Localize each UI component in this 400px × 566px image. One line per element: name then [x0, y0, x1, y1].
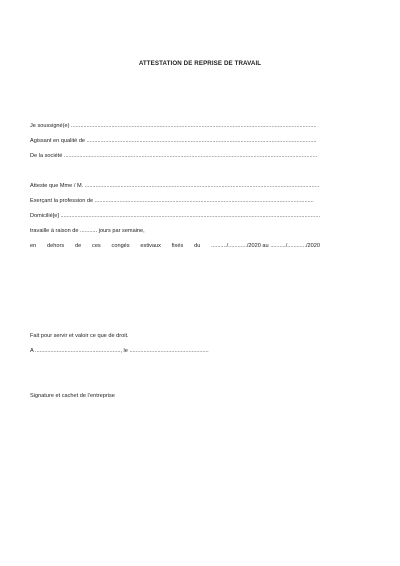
- period-word: de: [74, 243, 82, 249]
- period-word: en: [30, 243, 37, 249]
- field-domicile: Domicilié[e] .......................................................................................................................................................................: [30, 213, 321, 219]
- work-line: travaille à raison de ........... jours par semaine,: [30, 228, 145, 234]
- field-soussigne: Je soussigné(e) ..............................................................................................................................................................: [30, 123, 317, 129]
- period-word: dehors: [47, 243, 65, 249]
- period-word: estivaux: [140, 243, 161, 249]
- field-agissant: Agissant en qualité de ....................................................................................................................................................: [30, 138, 317, 144]
- field-profession: Exerçant la profession de .............................................................................................................................................: [30, 198, 314, 204]
- signature-label: Signature et cachet de l’entreprise: [30, 393, 115, 399]
- document-title: ATTESTATION DE REPRISE DE TRAVAIL: [138, 60, 262, 67]
- period-word: ces: [92, 243, 101, 249]
- period-word: du: [194, 243, 201, 249]
- period-dates: ........../............/2020 au ........../............/2020: [211, 243, 320, 249]
- period-word: fixés: [171, 243, 184, 249]
- field-atteste: Atteste que Mme / M. .......................................................................................................................................................: [30, 183, 320, 189]
- field-societe: De la société ...................................................................................................................................................................: [30, 153, 318, 159]
- period-line: [30, 243, 320, 250]
- place-date-line: A ......................................................., le ...................................................: [30, 348, 209, 354]
- period-word: congés: [111, 243, 130, 249]
- closing-statement: Fait pour servir et valoir ce que de droit.: [30, 333, 129, 339]
